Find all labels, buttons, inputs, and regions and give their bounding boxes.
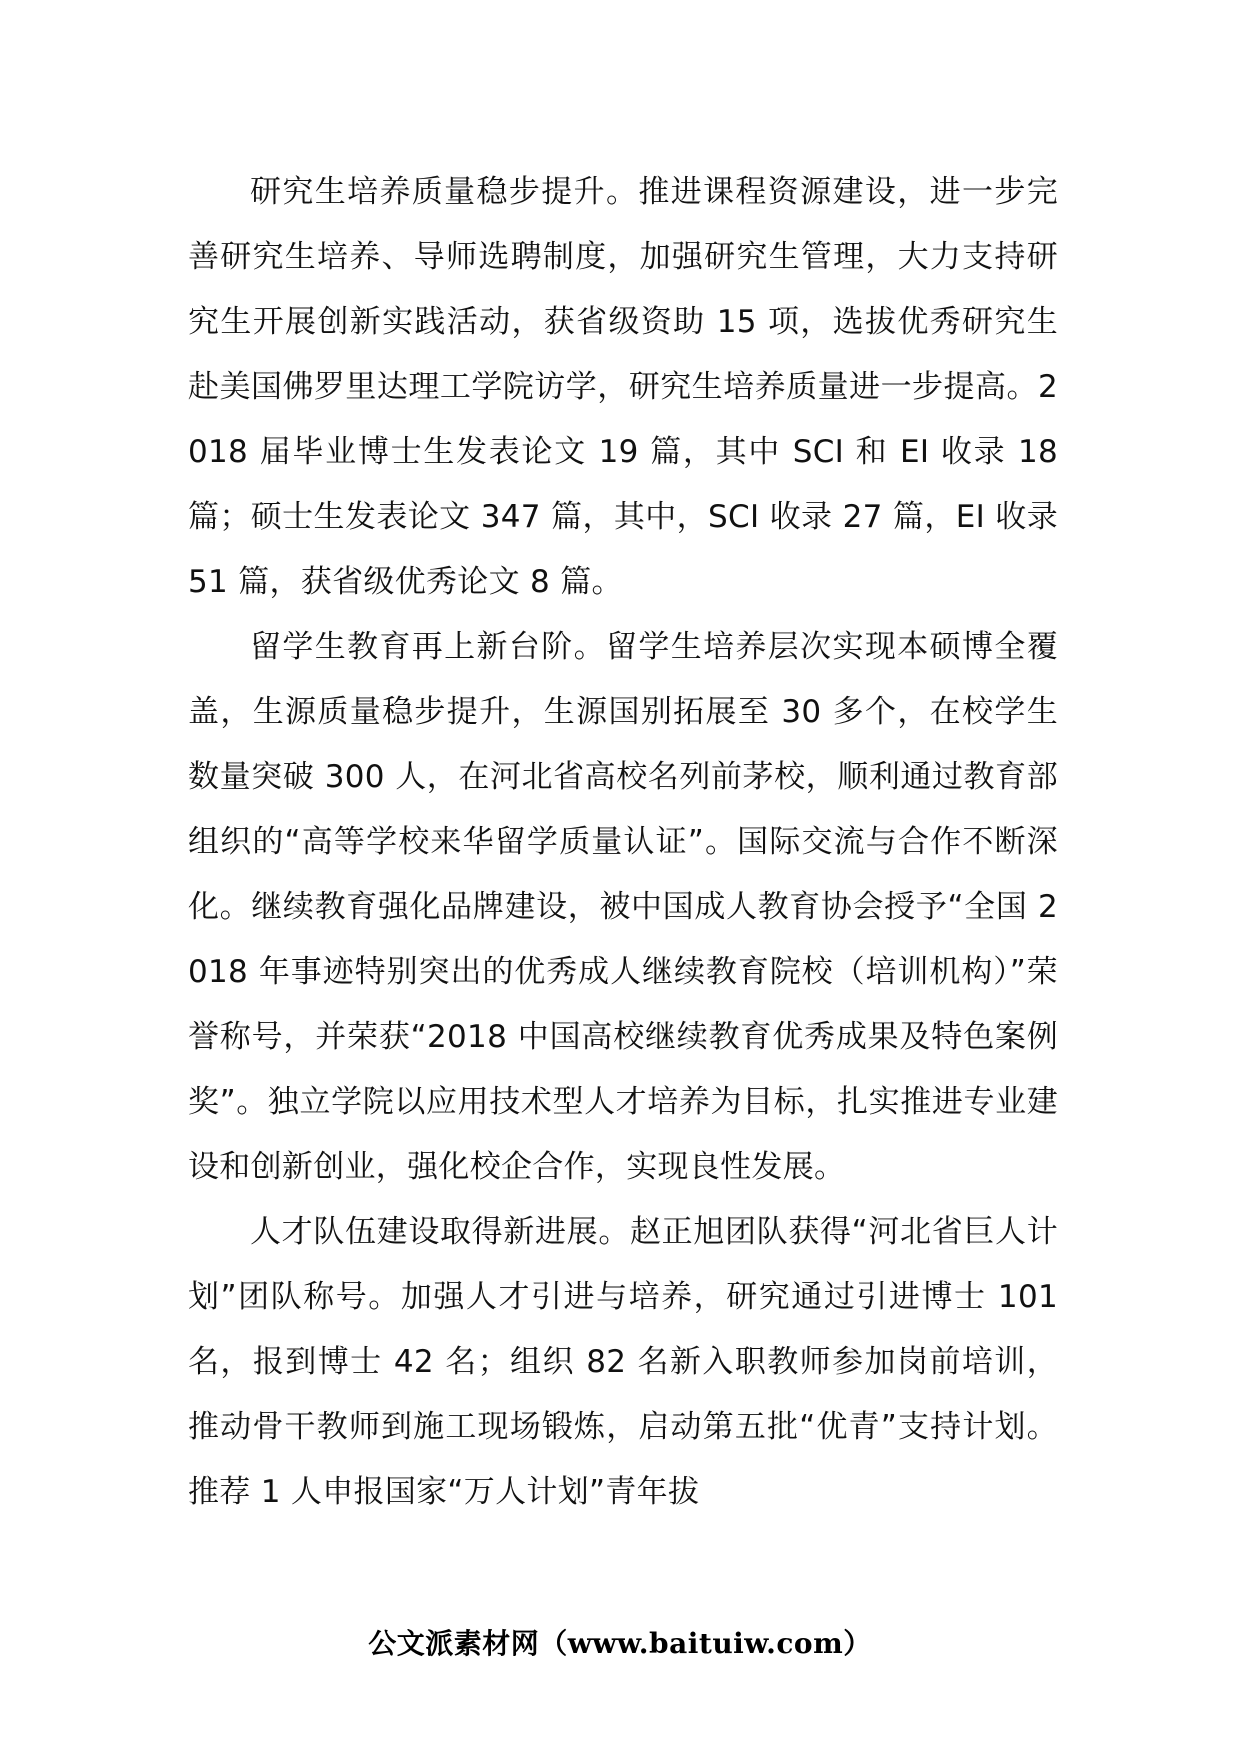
paragraph-international-students: 留学生教育再上新台阶。留学生培养层次实现本硕博全覆盖，生源质量稳步提升，生源国别拓展至 30 多个，在校学生数量突破 300 人，在河北省高校名列前茅校，顺利通过教育部组织的“高等学校来华留学质量认证”。国际交流与合作不断深化。继续教育强化品牌建设，被中国成人教育协会授予“全国 2018 年事迹特别突出的优秀成人继续教育院校（培训机构）”荣誉称号，并荣获“2018 中国高校继续教育优秀成果及特色案例奖”。独立学院以应用技术型人才培养为目标，扎实推进专业建设和创新创业，强化校企合作，实现良性发展。 [188,629,1058,1185]
paragraph-graduate-education: 研究生培养质量稳步提升。推进课程资源建设，进一步完善研究生培养、导师选聘制度，加强研究生管理，大力支持研究生开展创新实践活动，获省级资助 15 项，选拔优秀研究生赴美国佛罗里达理工学院访学，研究生培养质量进一步提高。2018 届毕业博士生发表论文 19 篇，其中 SCI 和 EI 收录 18 篇；硕士生发表论文 347 篇，其中，SCI 收录 27 篇，EI 收录 51 篇，获省级优秀论文 8 篇。 [188,174,1058,600]
paragraph-talent-team: 人才队伍建设取得新进展。赵正旭团队获得“河北省巨人计划”团队称号。加强人才引进与培养，研究通过引进博士 101 名，报到博士 42 名；组织 82 名新入职教师参加岗前培训，推动骨干教师到施工现场锻炼，启动第五批“优青”支持计划。推荐 1 人申报国家“万人计划”青年拔 [188,1214,1058,1510]
document-body [188,160,1058,1525]
footer-watermark: 公文派素材网（www.baituiw.com） [368,1627,872,1660]
